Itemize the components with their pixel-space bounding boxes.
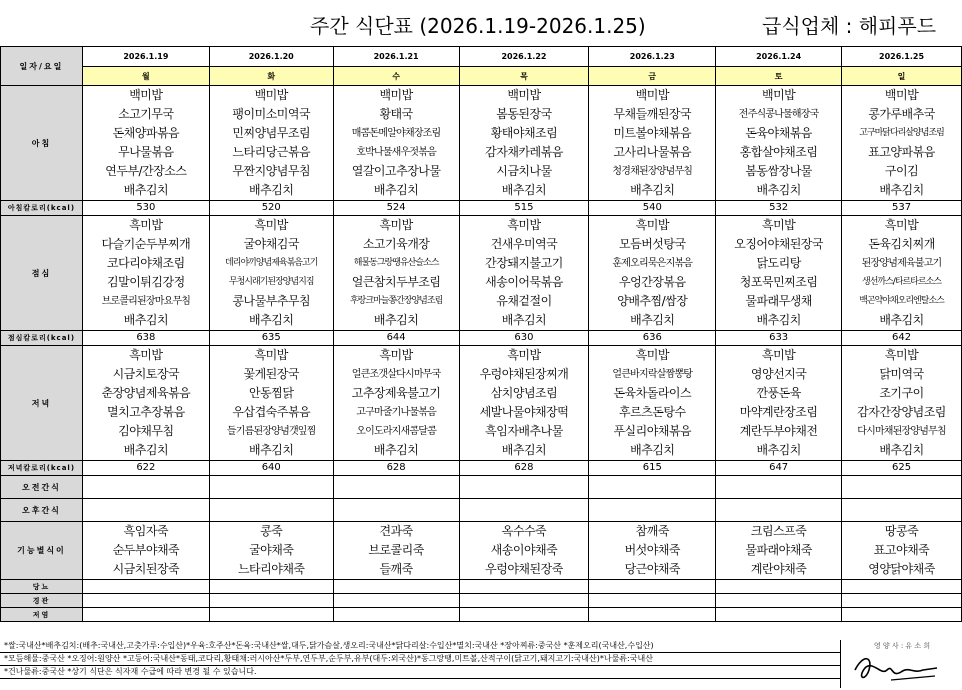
menu-item: 백미밥 [254,88,288,102]
menu-item: 오징어야채된장국 [734,237,823,251]
breakfast-cell [842,86,962,201]
empty-cell [209,580,333,594]
row_a [1,580,962,594]
menu-item: 고구마줄기나물볶음 [356,407,436,418]
nutritionist-box [840,640,962,688]
signature [851,652,941,684]
porridge-cell [333,522,459,580]
snack-cell [333,499,459,522]
dinner-cell [209,346,333,461]
empty-cell [209,608,333,622]
dinner-cell [716,346,842,461]
breakfast-cell [716,86,842,201]
menu-item: 영양선지국 [750,367,807,381]
calorie-cell: 642 [842,331,962,346]
menu-item: 돈육야채볶음 [745,126,812,140]
notes [0,640,840,679]
menu-item: 새송이어묵볶음 [485,275,563,289]
menu-item: 된장양념제육불고기 [861,258,942,269]
row-label-row_a: 당뇨 [1,580,83,594]
snack-cell [716,499,842,522]
dinner-row [1,346,962,461]
menu-item: 생선까스/타르타르소스 [862,277,942,287]
calorie-cell: 647 [716,461,842,476]
menu-item: 흑미밥 [379,218,413,232]
note-line: *건나물류:중국산 *상기 식단은 식자재 수급에 따라 변경 될 수 있습니다. [0,666,840,679]
row_c [1,608,962,622]
menu-item: 흑미밥 [635,218,669,232]
porridge-item: 굴야채죽 [249,543,294,557]
menu-item: 배추김치 [756,443,801,457]
menu-item: 감자채카레볶음 [485,145,563,159]
menu-item: 얼큰조갯살다시마무국 [351,369,441,380]
menu-item: 김말이튀김강정 [107,275,185,289]
menu-item: 미트볼야채볶음 [613,126,692,140]
porridge-item: 물파래야채죽 [745,543,812,557]
menu-item: 돈육차돌라이스 [613,386,692,400]
porridge-cell [842,522,962,580]
menu-item: 황태국 [379,107,413,121]
dinner-cell [842,346,962,461]
menu-item: 세발나물야채장떡 [479,405,569,419]
porridge-item: 새송이야채죽 [490,543,558,557]
menu-item: 해물동그랑땡유산슬소스 [353,258,439,268]
menu-item: 흑미밥 [254,218,288,232]
lunch-cell [589,216,716,331]
menu-item: 멸치고추장볶음 [107,405,185,419]
menu-item: 얼큰바지락살짬뽕탕 [612,369,693,380]
empty-cell [459,608,589,622]
snack-cell [589,476,716,499]
nutritionist-label: 영 양 사 : 유 소 희 [873,642,931,650]
lunch-cell [333,216,459,331]
menu-item: 흑미밥 [507,218,541,232]
menu-item: 배추김치 [879,313,924,327]
menu-item: 배추김치 [373,443,419,457]
dinner-cell [333,346,459,461]
menu-item: 브로콜리된장마요무침 [101,296,191,307]
empty-cell [842,608,962,622]
date-cell: 2026.1.22 [459,47,589,67]
menu-item: 양배추찜/쌈장 [617,294,688,308]
porridge-item: 버섯야채죽 [624,543,681,557]
calorie-cell: 628 [333,461,459,476]
menu-item: 봄동된장국 [496,107,552,121]
menu-item: 고구마닭다리살양념조림 [859,128,944,138]
menu-item: 꽃게된장국 [243,367,299,381]
empty-cell [842,580,962,594]
weekday-cell: 토 [716,67,842,86]
menu-item: 흑미밥 [761,218,796,232]
date-cell: 2026.1.25 [842,47,962,67]
porridge-item: 영양닭야채죽 [868,562,935,576]
menu-item: 후르츠돈탕수 [619,405,686,419]
row-label-breakfast_cal: 아침칼로리(kcal) [1,201,83,216]
empty-cell [459,580,589,594]
breakfast-row [1,86,962,201]
menu-item: 조기구이 [879,386,924,400]
menu-item: 다슬기순두부찌개 [101,237,191,251]
empty-cell [589,608,716,622]
dinner-cell [459,346,589,461]
date-cell: 2026.1.21 [333,47,459,67]
weekday-cell: 수 [333,67,459,86]
weekday-cell: 금 [589,67,716,86]
menu-item: 배추김치 [879,443,924,457]
row-label-breakfast: 아침 [1,86,83,201]
lunch-cell [209,216,333,331]
row_b [1,594,962,608]
empty-cell [842,594,962,608]
menu-item: 콩나물부추무침 [232,294,311,308]
menu-item: 시금치나물 [496,164,552,178]
lunch-row [1,216,962,331]
snack-cell [459,476,589,499]
dinner-cell [82,346,209,461]
menu-item: 돈육김치찌개 [868,237,935,251]
row-label-pm_snack: 오후간식 [1,499,83,522]
porridge-item: 느타리야채죽 [237,562,305,576]
weekday-cell: 월 [82,67,209,86]
menu-item: 닭도리탕 [756,256,801,270]
weekday-cell: 일 [842,67,962,86]
menu-item: 코다리야채조림 [107,256,185,270]
calorie-cell: 537 [842,201,962,216]
menu-item: 춘장양념제육볶음 [101,386,191,400]
empty-cell [589,580,716,594]
menu-item: 백미밥 [129,88,163,102]
menu-item: 백곤약야채오리엔탈소스 [859,296,944,306]
page-title: 주간 식단표 (2026.1.19-2026.1.25) [310,14,646,38]
menu-item: 봄동쌈장나물 [745,164,812,178]
porridge-item: 땅콩죽 [884,524,919,538]
menu-item: 홍합살야채조림 [739,145,818,159]
menu-item: 모듬버섯탕국 [619,237,686,251]
calorie-cell: 532 [716,201,842,216]
menu-item: 백미밥 [761,88,796,102]
menu-item: 닭미역국 [879,367,924,381]
menu-item: 물파래무생채 [745,294,812,308]
note-line: *쌀:국내산*배추김치:(배추:국내산,고춧가루:수입산)*우육:호주산*돈육:국내산*쌀,대두,닭가슴살,생오리:국내산*닭다리살:수입산*멸치:국내산 *장아찌류:중국산 *훈제오리(국내산,수입산) [0,640,840,653]
porridge-item: 콩죽 [260,524,283,538]
menu-item: 무나물볶음 [118,145,174,159]
snack-cell [209,476,333,499]
weekday-cell: 목 [459,67,589,86]
menu-item: 배추김치 [249,183,294,197]
header [0,0,962,46]
breakfast-cell [459,86,589,201]
menu-item: 감자간장양념조림 [857,405,946,419]
menu-item: 오이도라지새콤달콤 [356,426,436,437]
menu-item: 청포묵민찌조림 [739,275,818,289]
menu-item: 후랑크마늘쫑간장양념조림 [349,296,443,306]
calorie-cell: 515 [459,201,589,216]
row-label-dinner: 저녁 [1,346,83,461]
calorie-cell: 520 [209,201,333,216]
menu-item: 무청시래기된장양념지짐 [228,277,314,287]
snack-cell [82,476,209,499]
menu-item: 배추김치 [123,183,169,197]
menu-item: 시금치토장국 [112,367,180,381]
menu-item: 건새우미역국 [490,237,558,251]
empty-cell [209,594,333,608]
breakfast-cell [589,86,716,201]
snack-cell [842,499,962,522]
menu-item: 백미밥 [379,88,413,102]
calorie-cell: 540 [589,201,716,216]
menu-item: 배추김치 [501,443,547,457]
menu-item: 푸실리야채볶음 [613,424,692,438]
menu-item: 호박나물새우젓볶음 [356,147,436,158]
porridge-item: 표고야채죽 [873,543,930,557]
menu-item: 들기름된장양념갯잎찜 [226,426,316,437]
menu-item: 흑미밥 [507,348,541,362]
menu-item: 우삽겹숙주볶음 [232,405,311,419]
date-cell: 2026.1.24 [716,47,842,67]
porridge-cell [716,522,842,580]
menu-item: 배추김치 [373,313,419,327]
menu-item: 배추김치 [123,443,169,457]
menu-item: 백미밥 [884,88,919,102]
calorie-cell: 638 [82,331,209,346]
menu-item: 흑임자배추나물 [485,424,563,438]
porridge-item: 크림스프죽 [750,524,807,538]
calorie-cell: 622 [82,461,209,476]
menu-item: 우엉간장볶음 [619,275,686,289]
lunch-cell [842,216,962,331]
calorie-cell: 530 [82,201,209,216]
empty-cell [589,594,716,608]
menu-item: 돈채양파볶음 [112,126,180,140]
lunch-cell [82,216,209,331]
menu-item: 배추김치 [756,313,801,327]
menu-item: 다시마채된장양념무침 [857,426,946,437]
menu-item: 배추김치 [501,183,547,197]
vendor-label: 급식업체 : 해피푸드 [762,14,937,38]
porridge-item: 참깨죽 [635,524,669,538]
menu-item: 삼치양념조림 [490,386,558,400]
menu-item: 우렁야채된장찌개 [479,367,569,381]
breakfast-cell [333,86,459,201]
calorie-cell: 636 [589,331,716,346]
menu-item: 흑미밥 [129,218,163,232]
row-label-lunch_cal: 점심칼로리(kcal) [1,331,83,346]
empty-cell [459,594,589,608]
menu-item: 계란두부야채전 [739,424,818,438]
row-label-lunch: 점심 [1,216,83,331]
note-line: *모듬해물:중국산 *오징어:원양산 *고등어:국내산*동태,코다리,황태채:러시아산*두부,연두부,순두부,유부(대두:외국산)*동그랑땡,미트볼,산적구이(닭고기,돼지고기:국내산)*나물류:국내산 [0,653,840,666]
menu-item: 흑미밥 [761,348,796,362]
menu-item: 고사리나물볶음 [613,145,692,159]
row-label-row_c: 저염 [1,608,83,622]
calorie-cell: 615 [589,461,716,476]
menu-item: 배추김치 [249,313,294,327]
menu-item: 유채겉절이 [496,294,552,308]
pm_snack-row [1,499,962,522]
menu-item: 흑미밥 [379,348,413,362]
porridge-item: 당근야채죽 [624,562,681,576]
empty-cell [716,580,842,594]
menu-item: 팽이미소미역국 [232,107,311,121]
porridge-cell [209,522,333,580]
empty-cell [716,608,842,622]
menu-item: 김야채무침 [118,424,174,438]
date-cell: 2026.1.23 [589,47,716,67]
day-row [1,67,962,86]
menu-item: 고추장제육불고기 [351,386,441,400]
menu-item: 열갈이고추장나물 [351,164,441,178]
porridge-item: 계란야채죽 [750,562,807,576]
lunch-cell [716,216,842,331]
menu-item: 무짠지양념무침 [232,164,311,178]
snack-cell [589,499,716,522]
dinner_cal-row [1,461,962,476]
menu-item: 소고기육개장 [362,237,430,251]
menu-item: 배추김치 [756,183,801,197]
menu-item: 배추김치 [630,313,675,327]
snack-cell [209,499,333,522]
row-label-am_snack: 오전간식 [1,476,83,499]
menu-item: 민찌양념무조림 [232,126,311,140]
row-label-dinner_cal: 저녁칼로리(kcal) [1,461,83,476]
menu-item: 청경채된장양념무침 [612,166,693,177]
menu-item: 소고기무국 [118,107,174,121]
lunch-cell [459,216,589,331]
empty-cell [82,580,209,594]
porridge-cell [459,522,589,580]
snack-cell [82,499,209,522]
menu-item: 훈제오리묵은지볶음 [612,258,693,269]
porridge-item: 들깨죽 [379,562,413,576]
menu-item: 간장돼지불고기 [485,256,563,270]
porridge-cell [82,522,209,580]
empty-cell [82,608,209,622]
menu-item: 배추김치 [630,183,675,197]
empty-cell [333,608,459,622]
row-label-row_b: 경관 [1,594,83,608]
menu-item: 얼큰참치두부조림 [351,275,441,289]
snack-cell [842,476,962,499]
menu-item: 배추김치 [630,443,675,457]
menu-item: 깐풍돈육 [756,386,801,400]
dinner-cell [589,346,716,461]
menu-item: 배추김치 [879,183,924,197]
breakfast-cell [209,86,333,201]
empty-cell [333,594,459,608]
empty-cell [82,594,209,608]
weekday-cell: 화 [209,67,333,86]
menu-item: 콩가루배추국 [868,107,935,121]
breakfast-cell [82,86,209,201]
calorie-cell: 524 [333,201,459,216]
menu-item: 흑미밥 [254,348,288,362]
menu-item: 연두부/간장소스 [105,164,187,178]
porridge-item: 시금치된장죽 [112,562,180,576]
menu-item: 흑미밥 [129,348,163,362]
row-label-functional: 기능별식이 [1,522,83,580]
menu-item: 배추김치 [249,443,294,457]
date-cell: 2026.1.20 [209,47,333,67]
menu-item: 전주식콩나물해장국 [738,109,819,120]
porridge-item: 흑임자죽 [123,524,169,538]
calorie-cell: 644 [333,331,459,346]
empty-cell [333,580,459,594]
date-cell: 2026.1.19 [82,47,209,67]
menu-item: 황태야채조림 [490,126,558,140]
menu-item: 배추김치 [373,183,419,197]
row-label-date_day: 일자/요일 [1,47,83,86]
menu-item: 안동찜닭 [249,386,294,400]
menu-item: 표고양파볶음 [868,145,935,159]
am_snack-row [1,476,962,499]
calorie-cell: 625 [842,461,962,476]
menu-item: 무채들깨된장국 [613,107,692,121]
calorie-cell: 630 [459,331,589,346]
snack-cell [459,499,589,522]
menu-item: 배추김치 [123,313,169,327]
porridge-item: 견과죽 [379,524,413,538]
menu-item: 백미밥 [635,88,669,102]
calorie-cell: 635 [209,331,333,346]
menu-item: 백미밥 [507,88,541,102]
snack-cell [333,476,459,499]
menu-item: 구이김 [884,164,919,178]
menu-item: 느타리당근볶음 [232,145,311,159]
porridge-item: 우렁야채된장죽 [485,562,563,576]
date-row [1,47,962,67]
porridge-cell [589,522,716,580]
empty-cell [716,594,842,608]
porridge-item: 옥수수죽 [501,524,547,538]
menu-item: 마약계란장조림 [739,405,818,419]
menu-table [0,46,962,622]
porridge-item: 브로콜리죽 [368,543,424,557]
menu-item: 데리야끼양념제육볶음고기 [225,258,318,268]
menu-item: 흑미밥 [884,218,919,232]
lunch_cal-row [1,331,962,346]
calorie-cell: 628 [459,461,589,476]
menu-item: 흑미밥 [884,348,919,362]
functional-row [1,522,962,580]
calorie-cell: 633 [716,331,842,346]
snack-cell [716,476,842,499]
menu-item: 배추김치 [501,313,547,327]
menu-item: 굴야채김국 [243,237,299,251]
porridge-item: 순두부야채죽 [112,543,180,557]
calorie-cell: 640 [209,461,333,476]
menu-item: 매콤돈메알야채장조림 [351,128,441,139]
menu-item: 흑미밥 [635,348,669,362]
breakfast_cal-row [1,201,962,216]
